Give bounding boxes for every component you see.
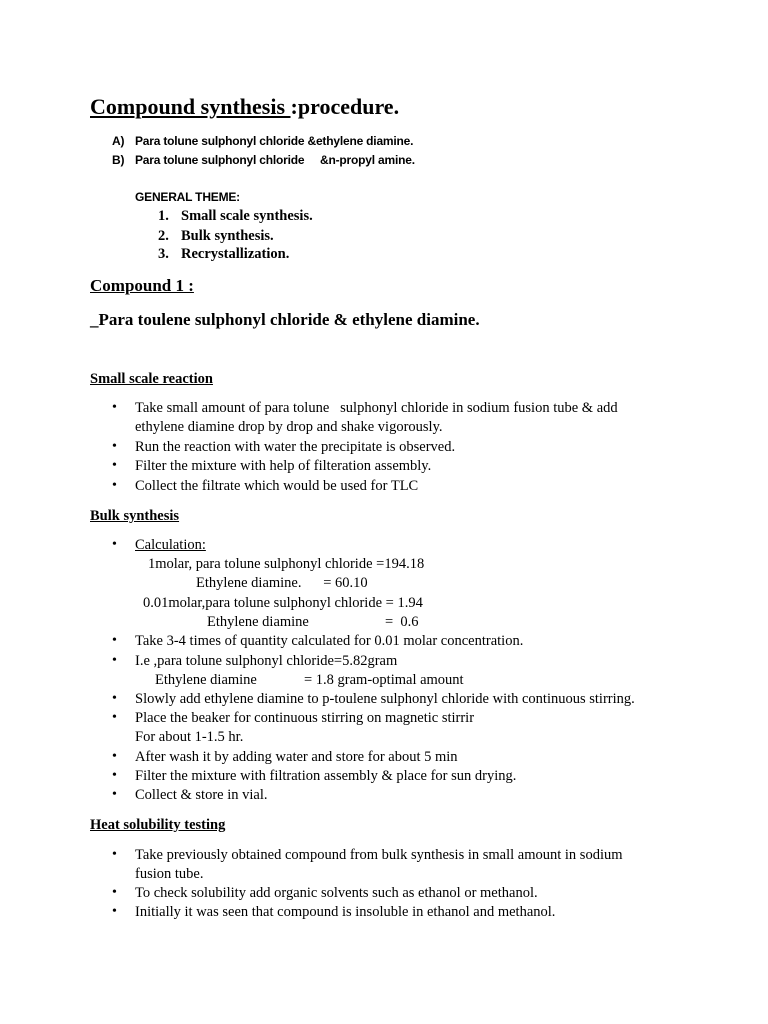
heat-line-3: To check solubility add organic solvents such as ethanol or methanol.	[135, 885, 538, 901]
compound-list-item-b-marker: B)	[112, 153, 125, 167]
page-title	[90, 94, 399, 120]
compound-1-subtitle: _Para toulene sulphonyl chloride & ethylene diamine.	[90, 310, 480, 329]
heat-line-2: fusion tube.	[135, 866, 204, 882]
bulk-line-2: I.e ,para tolune sulphonyl chloride=5.82gram	[135, 653, 398, 669]
calc-line-1: 1molar, para tolune sulphonyl chloride =194.18	[148, 556, 425, 572]
bulk-line-8: Filter the mixture with filtration assembly & place for sun drying.	[135, 768, 517, 784]
bullet-icon: •	[112, 885, 117, 900]
small-scale-line-5: Collect the filtrate which would be used for TLC	[135, 478, 422, 494]
bulk-line-9: Collect & store in vial.	[135, 787, 268, 803]
general-theme-heading: GENERAL THEME:	[135, 190, 240, 204]
bullet-icon: •	[112, 904, 117, 919]
small-scale-heading: Small scale reaction	[90, 371, 213, 387]
bullet-icon: •	[112, 768, 117, 783]
compound-list-item-a-marker: A)	[112, 134, 125, 148]
heat-heading: Heat solubility testing	[90, 817, 226, 833]
small-scale-line-1: Take small amount of para tolune sulphonyl chloride in sodium fusion tube & add	[135, 400, 618, 416]
title-underlined: Compound synthesis	[90, 94, 291, 119]
theme-item-2: Bulk synthesis.	[181, 228, 274, 244]
calc-line-4: Ethylene diamine = 0.6	[207, 614, 419, 630]
bullet-icon: •	[112, 537, 117, 552]
bulk-line-4: Slowly add ethylene diamine to p-toulene sulphonyl chloride with continuous stirring.	[135, 691, 635, 707]
calc-line-3: 0.01molar,para tolune sulphonyl chloride = 1.94	[143, 595, 423, 611]
theme-item-1-num: 1.	[158, 208, 169, 224]
bullet-icon: •	[112, 439, 117, 454]
bullet-icon: •	[112, 653, 117, 668]
theme-item-2-num: 2.	[158, 228, 169, 244]
bullet-icon: •	[112, 478, 117, 493]
bullet-icon: •	[112, 400, 117, 415]
calculation-label: Calculation:	[135, 537, 206, 553]
compound-list-item-b: Para tolune sulphonyl chloride &n-propyl amine.	[135, 153, 415, 167]
compound-1-heading: Compound 1 :	[90, 276, 194, 295]
small-scale-line-2: ethylene diamine drop by drop and shake vigorously.	[135, 419, 443, 435]
bulk-line-5: Place the beaker for continuous stirring on magnetic stirrir	[135, 710, 475, 726]
theme-item-1: Small scale synthesis.	[181, 208, 313, 224]
calc-line-2: Ethylene diamine. = 60.10	[196, 575, 368, 591]
small-scale-line-4: Filter the mixture with help of filteration assembly.	[135, 458, 432, 474]
bullet-icon: •	[112, 633, 117, 648]
bullet-icon: •	[112, 458, 117, 473]
small-scale-line-3: Run the reaction with water the precipitate is observed.	[135, 439, 456, 455]
bullet-icon: •	[112, 710, 117, 725]
bullet-icon: •	[112, 787, 117, 802]
heat-line-4: Initially it was seen that compound is insoluble in ethanol and methanol.	[135, 904, 556, 920]
bullet-icon: •	[112, 691, 117, 706]
bulk-line-6: For about 1-1.5 hr.	[135, 729, 244, 745]
bulk-line-1: Take 3-4 times of quantity calculated for 0.01 molar concentration.	[135, 633, 524, 649]
heat-line-1: Take previously obtained compound from bulk synthesis in small amount in sodium	[135, 847, 623, 863]
bulk-line-3: Ethylene diamine = 1.8 gram-optimal amount	[155, 672, 464, 688]
title-rest: :procedure.	[290, 94, 400, 119]
bullet-icon: •	[112, 749, 117, 764]
theme-item-3: Recrystallization.	[181, 246, 290, 262]
bullet-icon: •	[112, 847, 117, 862]
theme-item-3-num: 3.	[158, 246, 169, 262]
bulk-heading: Bulk synthesis	[90, 508, 180, 524]
compound-list-item-a: Para tolune sulphonyl chloride &ethylene diamine.	[135, 134, 414, 148]
bulk-line-7: After wash it by adding water and store for about 5 min	[135, 749, 458, 765]
